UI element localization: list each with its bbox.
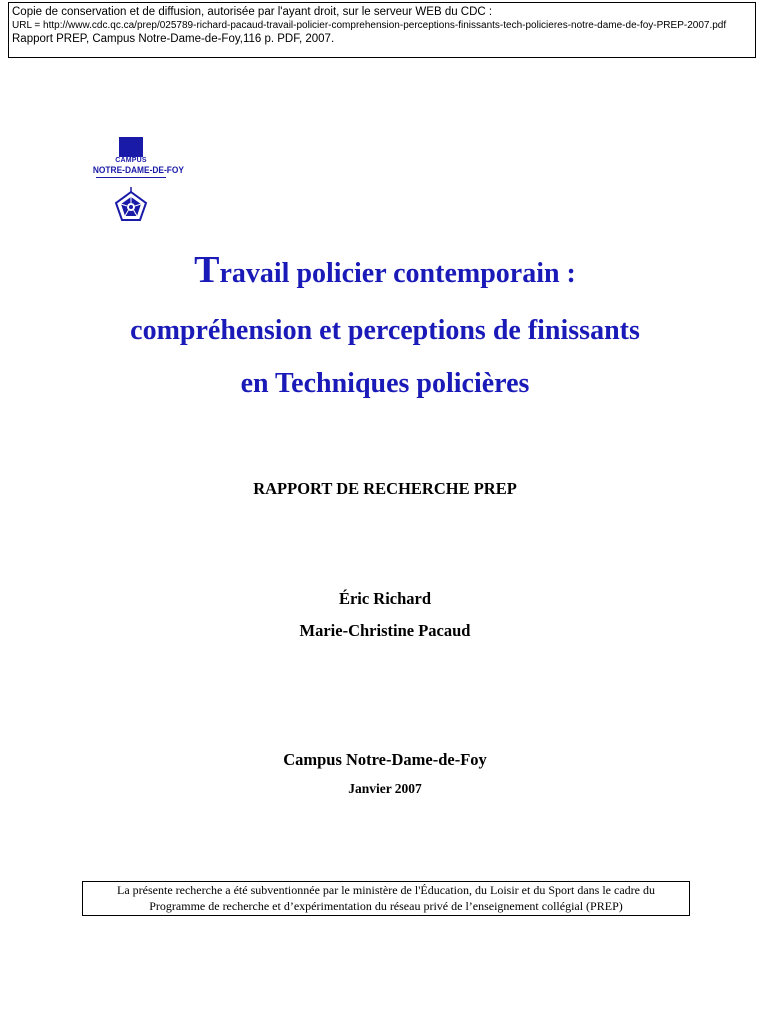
title-initial: T xyxy=(194,249,220,291)
logo-divider xyxy=(96,177,166,178)
logo-square-icon xyxy=(119,137,143,157)
funding-notice-box xyxy=(82,881,690,916)
campus-logo xyxy=(90,137,185,222)
title-line-3: en Techniques policières xyxy=(240,368,530,399)
report-type: RAPPORT DE RECHERCHE PREP xyxy=(253,479,517,498)
copyright-notice-line: Copie de conservation et de diffusion, autorisée par l'ayant droit, sur le serveur WEB du CDC : xyxy=(12,6,493,18)
publication-date: Janvier 2007 xyxy=(348,781,422,796)
title-line-1 xyxy=(0,248,770,296)
logo-campus-text: CAMPUS xyxy=(115,157,147,164)
report-citation: Rapport PREP, Campus Notre-Dame-de-Foy,116 p. PDF, 2007. xyxy=(12,33,335,45)
pentagon-emblem-icon xyxy=(113,187,149,223)
funding-notice-line: Programme de recherche et d’expérimentation du réseau privé de l’enseignement collégial (PREP) xyxy=(149,898,623,913)
logo-name-text: NOTRE-DAME-DE-FOY xyxy=(92,165,185,175)
institution-name: Campus Notre-Dame-de-Foy xyxy=(283,750,487,769)
title-line-2: compréhension et perceptions de finissants xyxy=(130,315,640,346)
author-name: Marie-Christine Pacaud xyxy=(299,621,471,640)
source-url[interactable]: URL = http://www.cdc.qc.ca/prep/025789-richard-pacaud-travail-policier-comprehension-perceptions-finissants-tech-policieres-notre-dame-de-foy-PREP-2007.pdf xyxy=(12,20,727,31)
copyright-notice-box xyxy=(8,2,756,58)
funding-notice-line: La présente recherche a été subventionnée par le ministère de l'Éducation, du Loisir et du Sport dans le cadre du xyxy=(117,883,655,897)
author-name: Éric Richard xyxy=(338,589,432,608)
title-line-1-rest: ravail policier contemporain : xyxy=(219,258,576,289)
